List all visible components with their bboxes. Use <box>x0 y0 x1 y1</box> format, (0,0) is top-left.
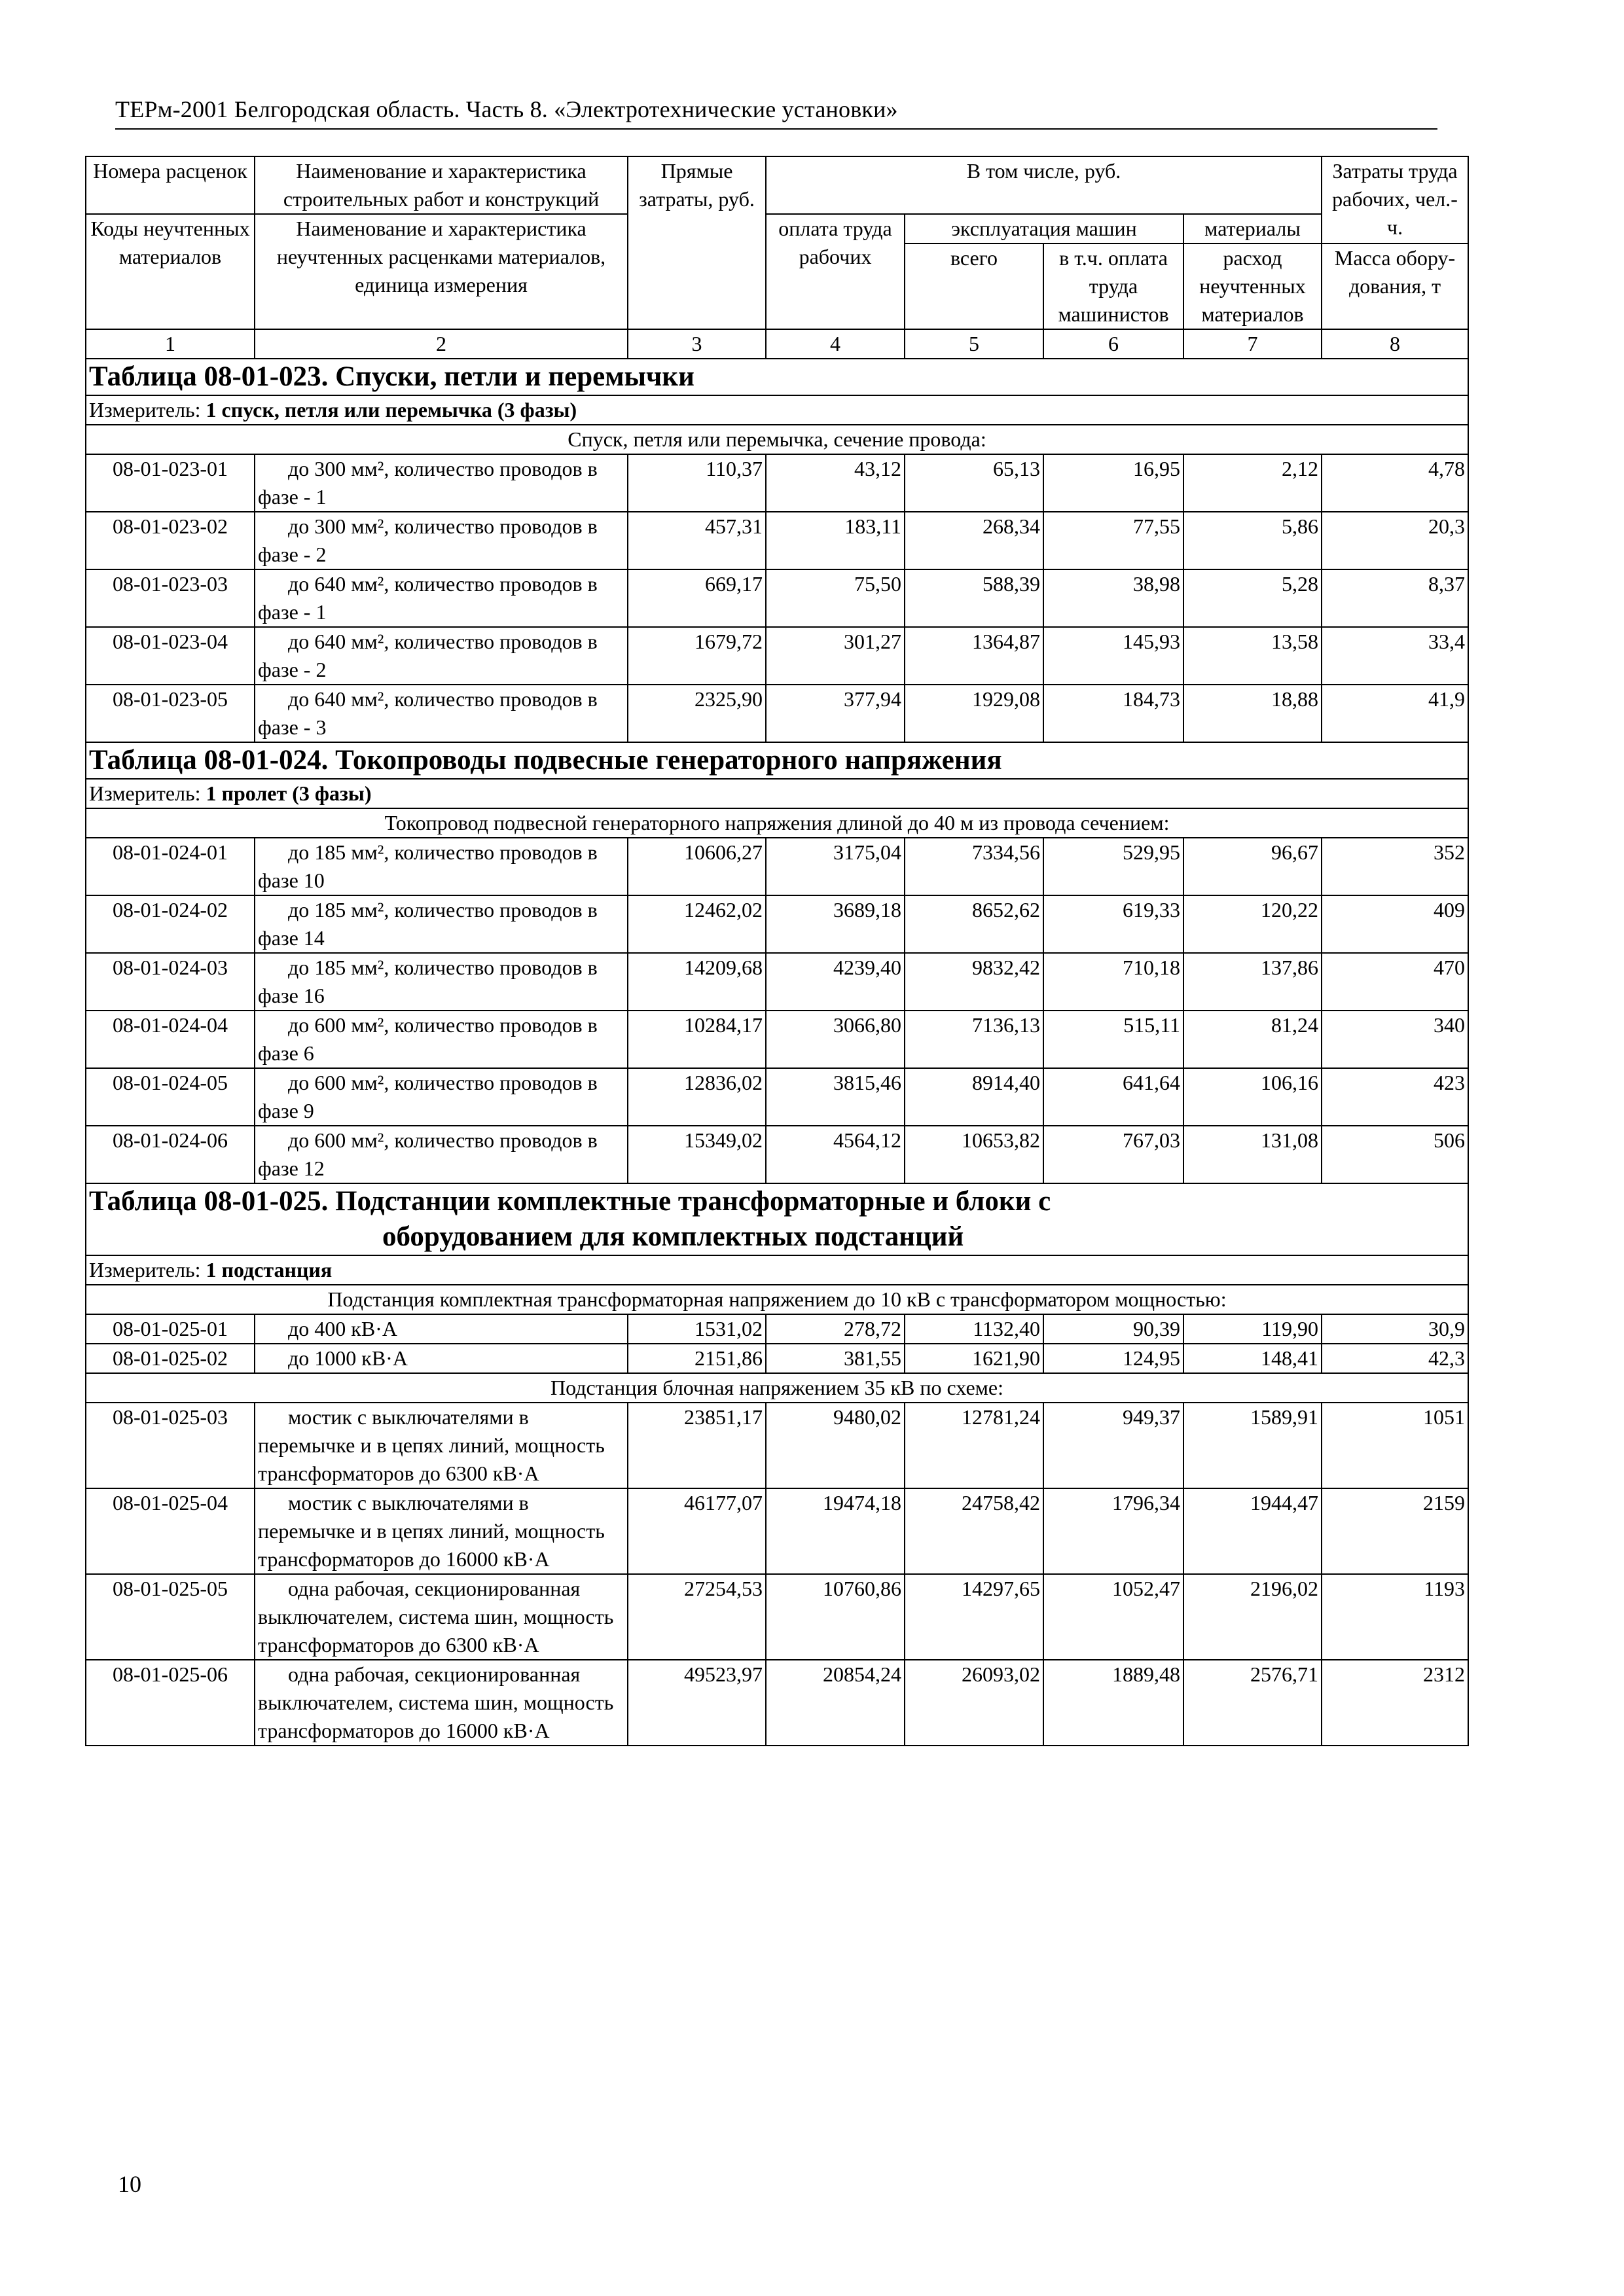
rate-code: 08-01-025-06 <box>86 1660 255 1746</box>
labor-cost: 278,72 <box>766 1314 905 1344</box>
rate-description: до 600 мм², количество проводов в фазе 6 <box>255 1011 628 1068</box>
header-row <box>86 156 1468 214</box>
materials-cost: 137,86 <box>1183 953 1322 1011</box>
materials-cost: 148,41 <box>1183 1344 1322 1373</box>
rate-description: до 600 мм², количество проводов в фазе 9 <box>255 1068 628 1126</box>
table-row <box>86 1068 1468 1126</box>
machines-cost: 7136,13 <box>905 1011 1043 1068</box>
machinists-cost: 1052,47 <box>1043 1574 1183 1660</box>
labor-hours: 2159 <box>1322 1488 1468 1574</box>
rate-code: 08-01-025-01 <box>86 1314 255 1344</box>
rate-code: 08-01-025-05 <box>86 1574 255 1660</box>
labor-cost: 183,11 <box>766 512 905 569</box>
machines-cost: 65,13 <box>905 454 1043 512</box>
group-title: Подстанция комплектная трансформаторная напряжением до 10 кВ с трансформатором мощностью: <box>86 1285 1468 1314</box>
rate-description: до 300 мм², количество проводов в фазе - 1 <box>255 454 628 512</box>
direct-cost: 1679,72 <box>628 627 766 685</box>
table-row <box>86 685 1468 742</box>
labor-hours: 506 <box>1322 1126 1468 1183</box>
header-row <box>86 214 1468 243</box>
rate-code: 08-01-025-02 <box>86 1344 255 1373</box>
rate-code: 08-01-024-03 <box>86 953 255 1011</box>
labor-hours: 33,4 <box>1322 627 1468 685</box>
machines-cost: 1364,87 <box>905 627 1043 685</box>
group-title-row <box>86 425 1468 454</box>
machines-cost: 26093,02 <box>905 1660 1043 1746</box>
column-number: 6 <box>1043 329 1183 359</box>
machines-cost: 268,34 <box>905 512 1043 569</box>
col1-top-header: Номера расценок <box>86 156 255 214</box>
machines-cost: 24758,42 <box>905 1488 1043 1574</box>
rate-description: до 600 мм², количество проводов в фазе 12 <box>255 1126 628 1183</box>
labor-hours: 409 <box>1322 895 1468 953</box>
rate-description: одна рабочая, секционированная выключателем, система шин, мощность трансформаторов до 16000 кВ·А <box>255 1660 628 1746</box>
machinists-cost: 949,37 <box>1043 1403 1183 1488</box>
rate-code: 08-01-023-01 <box>86 454 255 512</box>
direct-cost: 1531,02 <box>628 1314 766 1344</box>
column-number: 8 <box>1322 329 1468 359</box>
rate-code: 08-01-023-04 <box>86 627 255 685</box>
machines-cost: 8914,40 <box>905 1068 1043 1126</box>
labor-hours: 340 <box>1322 1011 1468 1068</box>
rate-description: до 185 мм², количество проводов в фазе 10 <box>255 838 628 895</box>
machines-cost: 588,39 <box>905 569 1043 627</box>
rate-description: до 185 мм², количество проводов в фазе 14 <box>255 895 628 953</box>
measure-value: 1 подстанция <box>206 1258 333 1282</box>
machines-cost: 14297,65 <box>905 1574 1043 1660</box>
table-row <box>86 1314 1468 1344</box>
labor-cost: 75,50 <box>766 569 905 627</box>
direct-cost: 10284,17 <box>628 1011 766 1068</box>
machinists-cost: 767,03 <box>1043 1126 1183 1183</box>
materials-cost: 5,28 <box>1183 569 1322 627</box>
table-row <box>86 1344 1468 1373</box>
labor-cost: 377,94 <box>766 685 905 742</box>
col3-header: Прямые затраты, руб. <box>628 156 766 329</box>
table-row <box>86 1660 1468 1746</box>
measure-row <box>86 1255 1468 1285</box>
materials-cost: 1944,47 <box>1183 1488 1322 1574</box>
machinists-cost: 90,39 <box>1043 1314 1183 1344</box>
table-row <box>86 1126 1468 1183</box>
rate-code: 08-01-025-04 <box>86 1488 255 1574</box>
table-row <box>86 454 1468 512</box>
table-row <box>86 627 1468 685</box>
direct-cost: 457,31 <box>628 512 766 569</box>
column-number: 1 <box>86 329 255 359</box>
machines-cost: 1621,90 <box>905 1344 1043 1373</box>
group-title: Спуск, петля или перемычка, сечение провода: <box>86 425 1468 454</box>
rate-code: 08-01-025-03 <box>86 1403 255 1488</box>
in-that-header: В том числе, руб. <box>766 156 1322 214</box>
rate-description: мостик с выключателями в перемычке и в цепях линий, мощность трансформаторов до 6300 кВ·А <box>255 1403 628 1488</box>
group-title-row <box>86 808 1468 838</box>
rate-description: до 400 кВ·А <box>255 1314 628 1344</box>
table-title-row <box>86 742 1468 779</box>
direct-cost: 110,37 <box>628 454 766 512</box>
machines-cost: 7334,56 <box>905 838 1043 895</box>
rate-code: 08-01-024-06 <box>86 1126 255 1183</box>
materials-cost: 2196,02 <box>1183 1574 1322 1660</box>
labor-hours: 8,37 <box>1322 569 1468 627</box>
machinists-cost: 515,11 <box>1043 1011 1183 1068</box>
machinists-cost: 1889,48 <box>1043 1660 1183 1746</box>
labor-hours: 470 <box>1322 953 1468 1011</box>
table-title: Таблица 08-01-024. Токопроводы подвесные генераторного напряжения <box>89 745 1002 776</box>
labor-cost: 301,27 <box>766 627 905 685</box>
column-number: 5 <box>905 329 1043 359</box>
measure-label: Измеритель: <box>89 781 201 805</box>
table-row <box>86 953 1468 1011</box>
direct-cost: 669,17 <box>628 569 766 627</box>
machinists-cost: 124,95 <box>1043 1344 1183 1373</box>
labor-cost: 9480,02 <box>766 1403 905 1488</box>
materials-cost: 120,22 <box>1183 895 1322 953</box>
labor-hours: 42,3 <box>1322 1344 1468 1373</box>
materials-cost: 18,88 <box>1183 685 1322 742</box>
direct-cost: 15349,02 <box>628 1126 766 1183</box>
group-title-row <box>86 1373 1468 1403</box>
materials-cost: 2,12 <box>1183 454 1322 512</box>
direct-cost: 23851,17 <box>628 1403 766 1488</box>
direct-cost: 10606,27 <box>628 838 766 895</box>
table-title-continuation: оборудованием для комплектных подстанций <box>382 1221 964 1252</box>
column-number: 3 <box>628 329 766 359</box>
table-title-row <box>86 1183 1468 1255</box>
col2-bottom-header: Наименование и характеристика неучтенных расценками материалов, единица измерения <box>255 214 628 329</box>
measure-value: 1 пролет (3 фазы) <box>206 781 372 805</box>
labor-cost: 3815,46 <box>766 1068 905 1126</box>
materials-cost: 106,16 <box>1183 1068 1322 1126</box>
machinists-cost: 184,73 <box>1043 685 1183 742</box>
machinists-cost: 710,18 <box>1043 953 1183 1011</box>
col7-header: расход неучтенных материалов <box>1183 243 1322 329</box>
rate-description: до 640 мм², количество проводов в фазе - 1 <box>255 569 628 627</box>
table-row <box>86 512 1468 569</box>
direct-cost: 49523,97 <box>628 1660 766 1746</box>
table-row <box>86 1488 1468 1574</box>
machines-cost: 9832,42 <box>905 953 1043 1011</box>
machines-header: эксплуатация машин <box>905 214 1183 243</box>
table-title-row <box>86 359 1468 395</box>
labor-cost: 3689,18 <box>766 895 905 953</box>
machines-cost: 1132,40 <box>905 1314 1043 1344</box>
labor-cost: 43,12 <box>766 454 905 512</box>
rate-description: до 1000 кВ·А <box>255 1344 628 1373</box>
col1-bottom-header: Коды неучтенных материалов <box>86 214 255 329</box>
col2-top-header: Наименование и характеристика строительных работ и конструкций <box>255 156 628 214</box>
materials-header: материалы <box>1183 214 1322 243</box>
labor-cost: 20854,24 <box>766 1660 905 1746</box>
labor-hours: 41,9 <box>1322 685 1468 742</box>
machines-cost: 12781,24 <box>905 1403 1043 1488</box>
machinists-cost: 145,93 <box>1043 627 1183 685</box>
direct-cost: 12836,02 <box>628 1068 766 1126</box>
measure-label: Измеритель: <box>89 1258 201 1282</box>
col8-top-header: Затраты труда рабочих, чел.-ч. <box>1322 156 1468 243</box>
direct-cost: 46177,07 <box>628 1488 766 1574</box>
machinists-cost: 1796,34 <box>1043 1488 1183 1574</box>
rate-code: 08-01-024-04 <box>86 1011 255 1068</box>
direct-cost: 27254,53 <box>628 1574 766 1660</box>
machines-cost: 10653,82 <box>905 1126 1043 1183</box>
table-row <box>86 1574 1468 1660</box>
table-row <box>86 569 1468 627</box>
rate-description: до 640 мм², количество проводов в фазе - 2 <box>255 627 628 685</box>
labor-cost: 19474,18 <box>766 1488 905 1574</box>
rate-code: 08-01-023-03 <box>86 569 255 627</box>
measure-label: Измеритель: <box>89 398 201 422</box>
labor-cost: 4564,12 <box>766 1126 905 1183</box>
rate-description: мостик с выключателями в перемычке и в цепях линий, мощность трансформаторов до 16000 кВ·А <box>255 1488 628 1574</box>
table-row <box>86 1011 1468 1068</box>
measure-value: 1 спуск, петля или перемычка (3 фазы) <box>206 398 577 422</box>
machinists-cost: 77,55 <box>1043 512 1183 569</box>
materials-cost: 96,67 <box>1183 838 1322 895</box>
materials-cost: 131,08 <box>1183 1126 1322 1183</box>
table-title: Таблица 08-01-023. Спуски, петли и перемычки <box>89 361 695 392</box>
rate-code: 08-01-024-05 <box>86 1068 255 1126</box>
labor-cost: 4239,40 <box>766 953 905 1011</box>
labor-hours: 423 <box>1322 1068 1468 1126</box>
rate-code: 08-01-023-02 <box>86 512 255 569</box>
labor-hours: 30,9 <box>1322 1314 1468 1344</box>
col4-header: оплата труда рабочих <box>766 214 905 329</box>
running-header: ТЕРм-2001 Белгородская область. Часть 8. «Электротехнические установки» <box>115 96 898 122</box>
labor-hours: 2312 <box>1322 1660 1468 1746</box>
labor-hours: 4,78 <box>1322 454 1468 512</box>
labor-cost: 10760,86 <box>766 1574 905 1660</box>
direct-cost: 14209,68 <box>628 953 766 1011</box>
machines-cost: 1929,08 <box>905 685 1043 742</box>
table-row <box>86 1403 1468 1488</box>
labor-cost: 381,55 <box>766 1344 905 1373</box>
rate-description: одна рабочая, секционированная выключателем, система шин, мощность трансформаторов до 6300 кВ·А <box>255 1574 628 1660</box>
labor-hours: 352 <box>1322 838 1468 895</box>
materials-cost: 13,58 <box>1183 627 1322 685</box>
machinists-cost: 16,95 <box>1043 454 1183 512</box>
rate-code: 08-01-024-02 <box>86 895 255 953</box>
labor-hours: 20,3 <box>1322 512 1468 569</box>
table-row <box>86 895 1468 953</box>
column-numbers-row <box>86 329 1468 359</box>
labor-cost: 3175,04 <box>766 838 905 895</box>
direct-cost: 2151,86 <box>628 1344 766 1373</box>
rate-description: до 185 мм², количество проводов в фазе 16 <box>255 953 628 1011</box>
col5-header: всего <box>905 243 1043 329</box>
materials-cost: 81,24 <box>1183 1011 1322 1068</box>
col6-header: в т.ч. оплата труда машинистов <box>1043 243 1183 329</box>
labor-hours: 1051 <box>1322 1403 1468 1488</box>
group-title: Подстанция блочная напряжением 35 кВ по схеме: <box>86 1373 1468 1403</box>
materials-cost: 119,90 <box>1183 1314 1322 1344</box>
column-number: 7 <box>1183 329 1322 359</box>
rate-description: до 640 мм², количество проводов в фазе - 3 <box>255 685 628 742</box>
measure-row <box>86 395 1468 425</box>
labor-cost: 3066,80 <box>766 1011 905 1068</box>
materials-cost: 1589,91 <box>1183 1403 1322 1488</box>
labor-hours: 1193 <box>1322 1574 1468 1660</box>
machinists-cost: 38,98 <box>1043 569 1183 627</box>
machines-cost: 8652,62 <box>905 895 1043 953</box>
table-row <box>86 838 1468 895</box>
table-title: Таблица 08-01-025. Подстанции комплектные трансформаторные и блоки с <box>89 1186 1051 1217</box>
col8-bottom-header: Масса обору-дования, т <box>1322 243 1468 329</box>
rate-code: 08-01-024-01 <box>86 838 255 895</box>
machinists-cost: 641,64 <box>1043 1068 1183 1126</box>
rates-table <box>85 156 1469 1746</box>
direct-cost: 2325,90 <box>628 685 766 742</box>
header-divider <box>115 128 1437 130</box>
group-title: Токопровод подвесной генераторного напряжения длиной до 40 м из провода сечением: <box>86 808 1468 838</box>
column-number: 2 <box>255 329 628 359</box>
group-title-row <box>86 1285 1468 1314</box>
direct-cost: 12462,02 <box>628 895 766 953</box>
measure-row <box>86 779 1468 808</box>
page-number: 10 <box>118 2171 141 2197</box>
materials-cost: 2576,71 <box>1183 1660 1322 1746</box>
rate-description: до 300 мм², количество проводов в фазе - 2 <box>255 512 628 569</box>
materials-cost: 5,86 <box>1183 512 1322 569</box>
rates-body <box>86 359 1468 1746</box>
rate-code: 08-01-023-05 <box>86 685 255 742</box>
machinists-cost: 529,95 <box>1043 838 1183 895</box>
column-number: 4 <box>766 329 905 359</box>
machinists-cost: 619,33 <box>1043 895 1183 953</box>
